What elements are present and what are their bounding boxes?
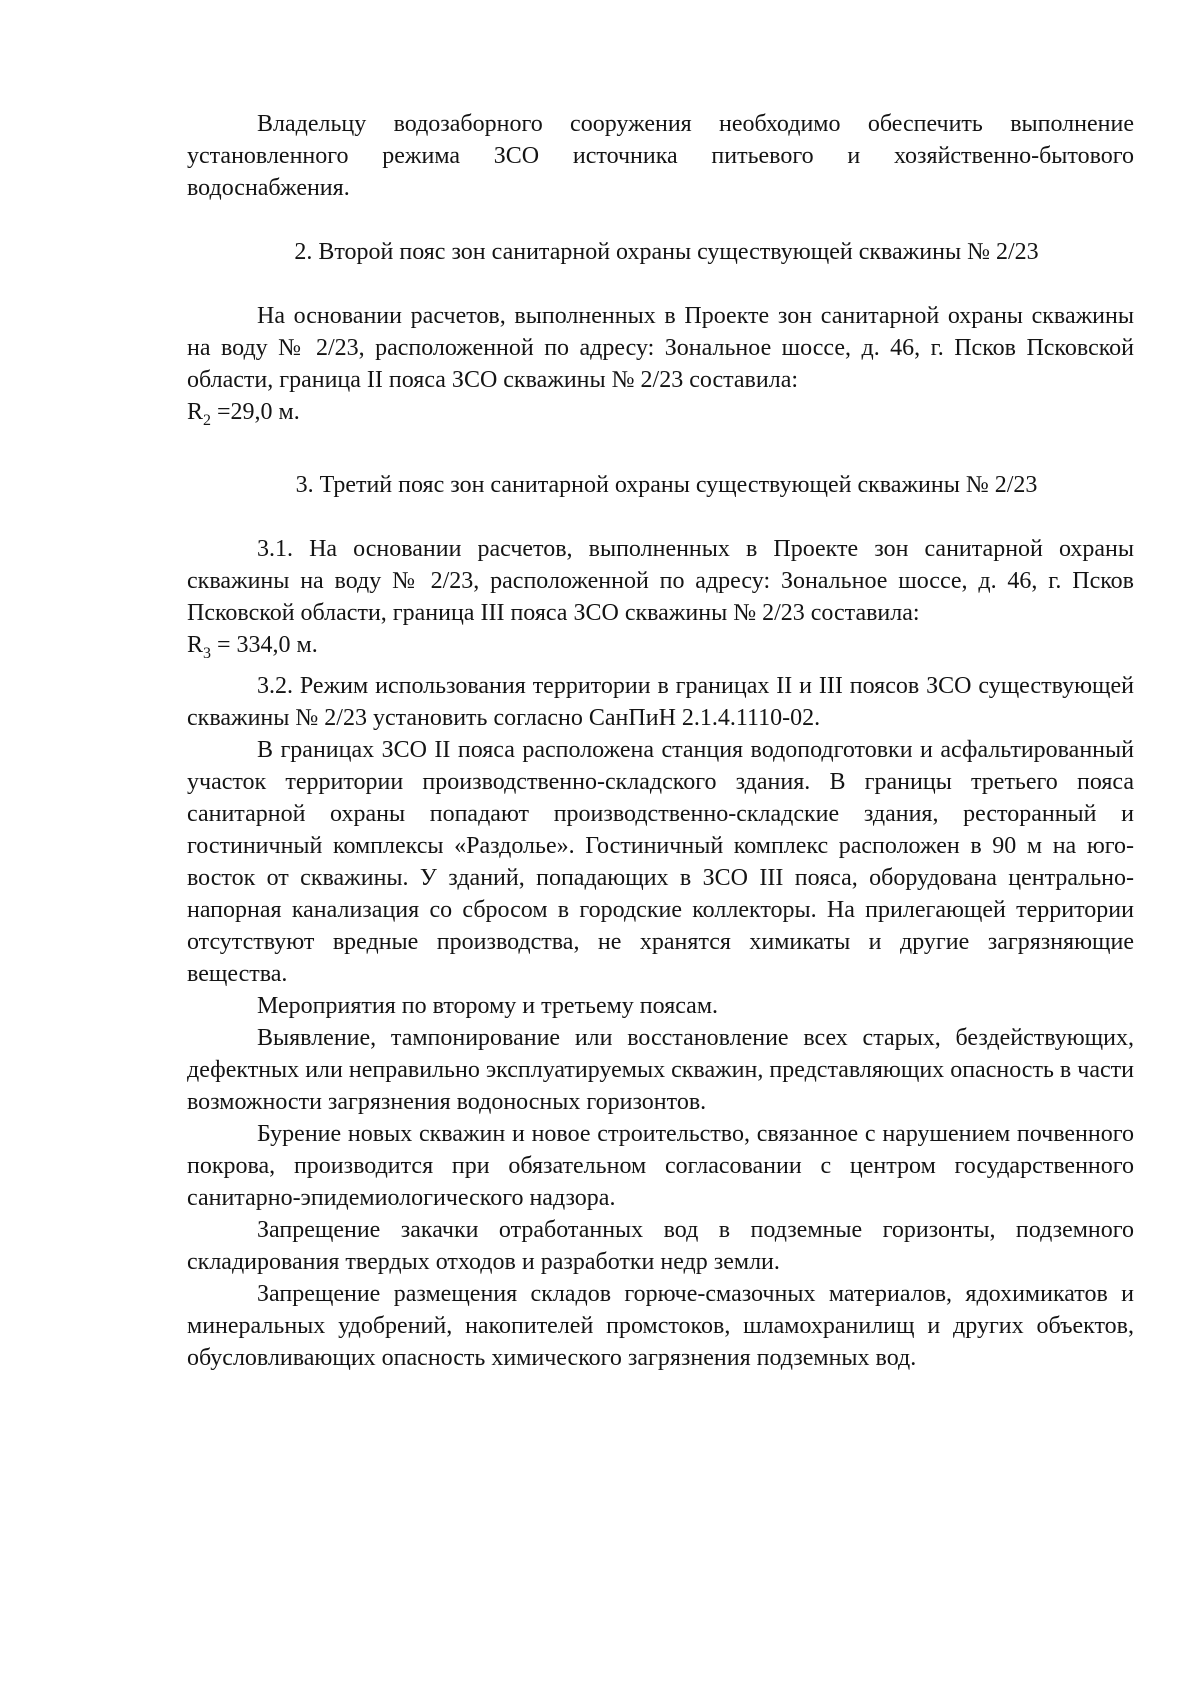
- section-2-result: [187, 396, 1134, 437]
- result-symbol: R: [187, 399, 204, 425]
- result-symbol: R: [187, 631, 204, 658]
- document-body: [187, 108, 1134, 1374]
- result-value: =29,0 м.: [211, 399, 300, 425]
- section-2-heading: 2. Второй пояс зон санитарной охраны существующей скважины № 2/23: [294, 239, 1039, 265]
- drilling-paragraph: Бурение новых скважин и новое строительство, связанное с нарушением почвенного покрова, производится при обязательном согласовании с центром государственного санитарно-эпидемиологического надзора.: [187, 1120, 1134, 1211]
- injection-paragraph: Запрещение закачки отработанных вод в подземные горизонты, подземного складирования твердых отходов и разработки недр земли.: [187, 1216, 1134, 1275]
- section-3-1-paragraph: 3.1. На основании расчетов, выполненных в Проекте зон санитарной охраны скважины на воду № 2/23, расположенной по адресу: Зональное шоссе, д. 46, г. Псков Псковской области, граница III пояса ЗСО скважины № 2/23 составила:: [187, 535, 1134, 626]
- storage-paragraph: Запрещение размещения складов горюче-смазочных материалов, ядохимикатов и минеральных удобрений, накопителей промстоков, шламохранилищ и других объектов, обусловливающих опасность химического загрязнения подземных вод.: [187, 1280, 1134, 1371]
- result-subscript: 2: [203, 411, 212, 429]
- section-3-heading: 3. Третий пояс зон санитарной охраны существующей скважины № 2/23: [295, 471, 1038, 498]
- section-2-paragraph: На основании расчетов, выполненных в Проекте зон санитарной охраны скважины на воду № 2/23, расположенной по адресу: Зональное шоссе, д. 46, г. Псков Псковской области, граница II пояса ЗСО скважины № 2/23 составила:: [187, 303, 1134, 393]
- intro-paragraph: Владельцу водозаборного сооружения необходимо обеспечить выполнение установленного режима ЗСО источника питьевого и хозяйственно-бытового водоснабжения.: [187, 111, 1134, 201]
- section-3-2-paragraph: 3.2. Режим использования территории в границах II и III поясов ЗСО существующей скважины № 2/23 установить согласно СанПиН 2.1.4.1110-02.: [187, 672, 1134, 731]
- result-value: = 334,0 м.: [211, 631, 318, 658]
- result-subscript: 3: [203, 644, 212, 662]
- identify-paragraph: Выявление, тампонирование или восстановление всех старых, бездействующих, дефектных или неправильно эксплуатируемых скважин, представляющих опасность в части возможности загрязнения водоносных горизонтов.: [187, 1024, 1134, 1115]
- measures-title: Мероприятия по второму и третьему поясам.: [257, 992, 719, 1019]
- section-3-result: [187, 629, 1134, 670]
- zones-paragraph: В границах ЗСО II пояса расположена станция водоподготовки и асфальтированный участок территории производственно-складского здания. В границы третьего пояса санитарной охраны попадают производственно-складские здания, ресторанный и гостиничный комплексы «Раздолье». Гостиничный комплекс расположен в 90 м на юго-восток от скважины. У зданий, попадающих в ЗСО III пояса, оборудована центрально-напорная канализация со сбросом в городские коллекторы. На прилегающей территории отсутствуют вредные производства, не хранятся химикаты и другие загрязняющие вещества.: [187, 736, 1134, 987]
